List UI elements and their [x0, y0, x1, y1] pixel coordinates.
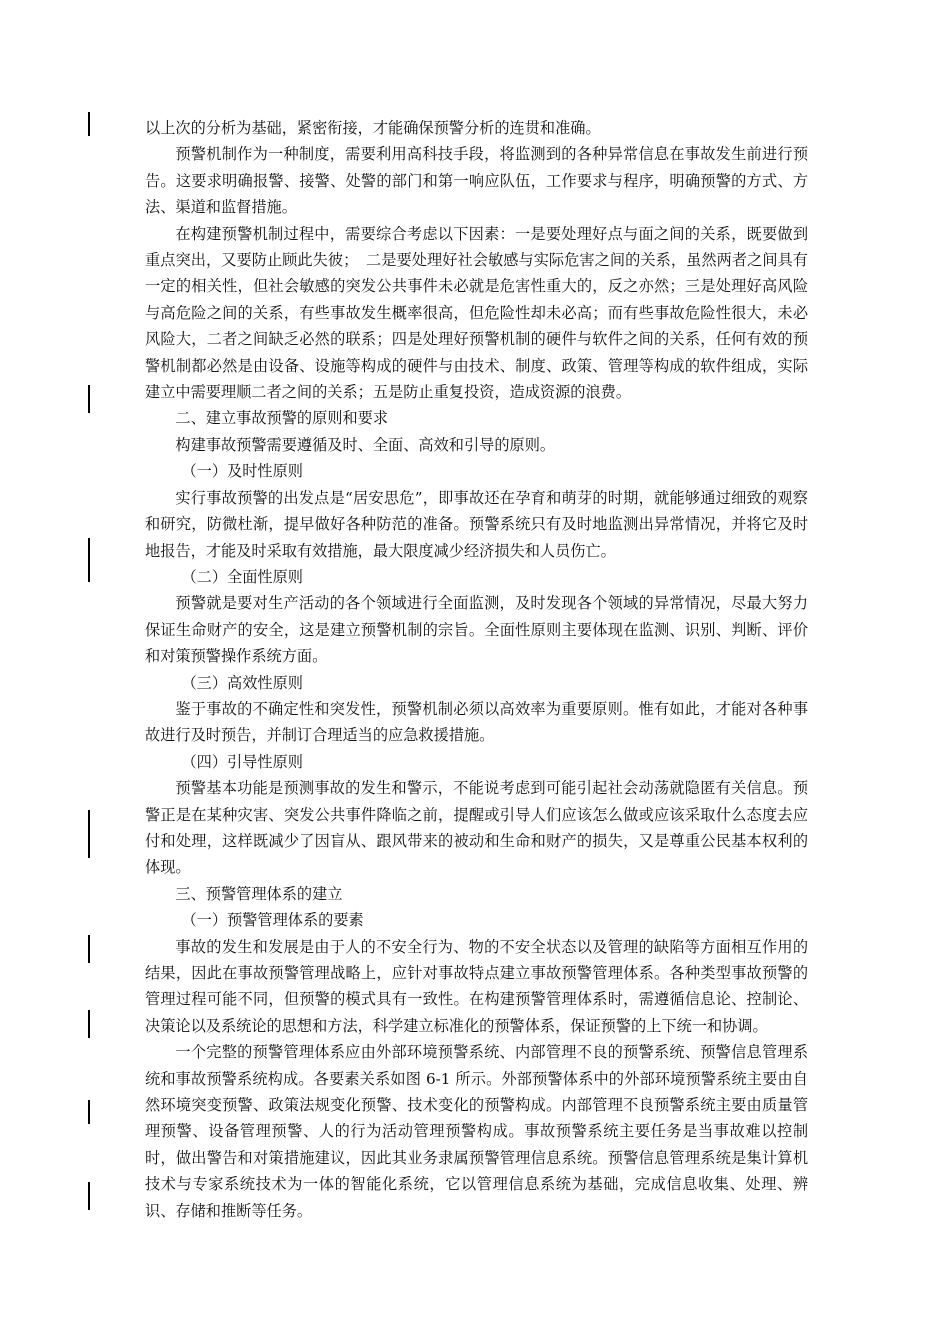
- change-bar: [88, 1100, 90, 1124]
- section-heading: 二、建立事故预警的原则和要求: [175, 409, 389, 428]
- change-bar: [88, 1010, 90, 1038]
- paragraph: 一个完整的预警管理体系应由外部环境预警系统、内部管理不良的预警系统、预警信息管理系统和事故预警系统构成。各要素关系如图 6-1 所示。外部预警体系中的外部环境预警系统主要由自然环境突变预警、政策法规变化预警、技术变化的预警构成。内部管理不良预警系统主要由质量管理预警、设备管理预警、人的行为活动管理预警构成。事故预警系统主要任务是当事故难以控制时，做出警告和对策措施建议，因此其业务隶属预警管理信息系统。预警信息管理系统是集计算机技术与专家系统技术为一体的智能化系统，它以管理信息系统为基础，完成信息收集、处理、辨识、存储和推断等任务。: [145, 1043, 808, 1220]
- document-body: [145, 115, 808, 1224]
- section-heading: 三、预警管理体系的建立: [175, 884, 343, 903]
- subsection-heading: （四）引导性原则: [181, 752, 303, 771]
- paragraph: 构建事故预警需要遵循及时、全面、高效和引导的原则。: [175, 435, 556, 454]
- paragraph: 预警机制作为一种制度，需要利用高科技手段，将监测到的各种异常信息在事故发生前进行预告。这要求明确报警、接警、处警的部门和第一响应队伍，工作要求与程序，明确预警的方式、方法、渠道和监督措施。: [145, 145, 808, 217]
- change-bar: [88, 935, 90, 963]
- subsection-heading: （一）及时性原则: [181, 462, 303, 481]
- subsection-heading: （一）预警管理体系的要素: [181, 911, 364, 930]
- change-bar: [88, 385, 90, 413]
- change-bar: [88, 1182, 90, 1210]
- change-bar: [88, 538, 90, 582]
- paragraph: 预警基本功能是预测事故的发生和警示，不能说考虑到可能引起社会动荡就隐匿有关信息。预警正是在某种灾害、突发公共事件降临之前，提醒或引导人们应该怎么做或应该采取什么态度去应付和处理，这样既减少了因盲从、跟风带来的被动和生命和财产的损失，又是尊重公民基本权利的体现。: [145, 779, 808, 877]
- change-bar: [88, 112, 90, 136]
- subsection-heading: （二）全面性原则: [181, 567, 303, 586]
- paragraph: 鉴于事故的不确定性和突发性，预警机制必须以高效率为重要原则。惟有如此，才能对各种事故进行及时预告，并制订合理适当的应急救援措施。: [145, 699, 808, 745]
- paragraph: 事故的发生和发展是由于人的不安全行为、物的不安全状态以及管理的缺陷等方面相互作用的结果，因此在事故预警管理战略上，应针对事故特点建立事故预警管理体系。各种类型事故预警的管理过程可能不同，但预警的模式具有一致性。在构建预警管理体系时，需遵循信息论、控制论、决策论以及系统论的思想和方法，科学建立标准化的预警体系，保证预警的上下统一和协调。: [145, 937, 808, 1035]
- change-bar: [88, 810, 90, 858]
- paragraph: 实行事故预警的出发点是“居安思危”，即事故还在孕育和萌芽的时期，就能够通过细致的观察和研究，防微杜渐，提早做好各种防范的准备。预警系统只有及时地监测出异常情况，并将它及时地报告，才能及时采取有效措施，最大限度减少经济损失和人员伤亡。: [145, 488, 808, 560]
- subsection-heading: （三）高效性原则: [181, 673, 303, 692]
- paragraph: 在构建预警机制过程中，需要综合考虑以下因素：一是要处理好点与面之间的关系，既要做到重点突出，又要防止顾此失彼； 二是要处理好社会敏感与实际危害之间的关系，虽然两者之间具有一定的相关性，但社会敏感的突发公共事件未必就是危害性重大的，反之亦然；三是处理好高风险与高危险之间的关系，有些事故发生概率很高，但危险性却未必高；而有些事故危险性很大，未必风险大，二者之间缺乏必然的联系；四是处理好预警机制的硬件与软件之间的关系，任何有效的预警机制都必然是由设备、设施等构成的硬件与由技术、制度、政策、管理等构成的软件组成，实际建立中需要理顺二者之间的关系；五是防止重复投资，造成资源的浪费。: [145, 224, 808, 402]
- paragraph: 预警就是要对生产活动的各个领域进行全面监测，及时发现各个领域的异常情况，尽最大努力保证生命财产的安全，这是建立预警机制的宗旨。全面性原则主要体现在监测、识别、判断、评价和对策预警操作系统方面。: [145, 594, 808, 666]
- paragraph: 以上次的分析为基础，紧密衔接，才能确保预警分析的连贯和准确。: [145, 119, 601, 137]
